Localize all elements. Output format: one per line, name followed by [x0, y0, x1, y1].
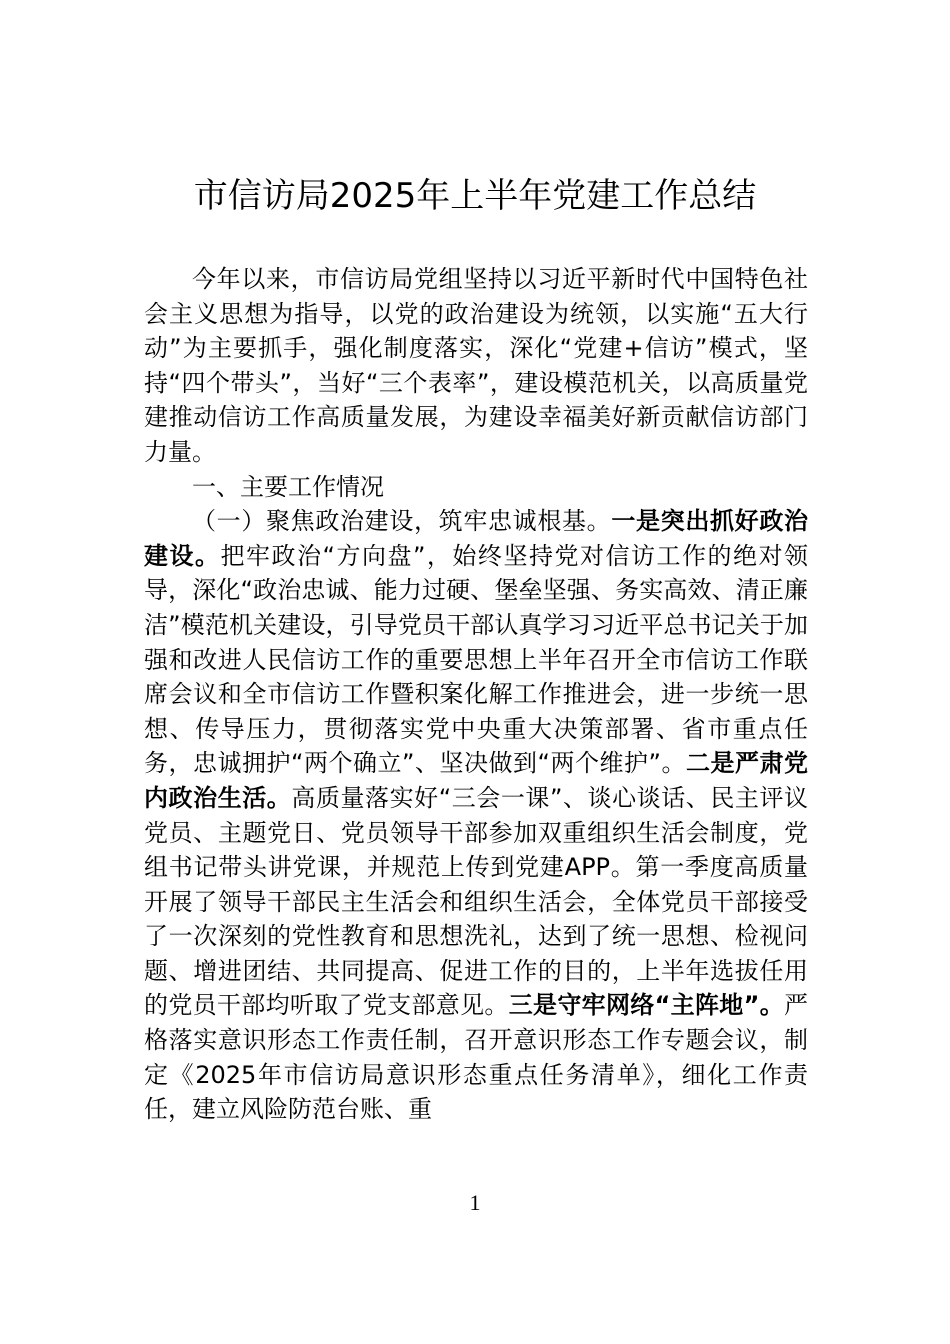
point-3-text: 严格落实意识形态工作责任制，召开意识形态工作专题会议，制定《2025年市信访局意识形态重点任务清单》，细化工作责任，建立风险防范台账、重 — [144, 991, 809, 1124]
document-body — [144, 262, 808, 1127]
intro-paragraph: 今年以来，市信访局党组坚持以习近平新时代中国特色社会主义思想为指导，以党的政治建设为统领，以实施“五大行动”为主要抓手，强化制度落实，深化“党建+信访”模式，坚持“四个带头”，当好“三个表率”，建设模范机关，以高质量党建推动信访工作高质量发展，为建设幸福美好新贡献信访部门力量。 — [144, 265, 808, 466]
subsection-lead: （一）聚焦政治建设，筑牢忠诚根基。 — [192, 507, 612, 536]
point-2-text: 高质量落实好“三会一课”、谈心谈话、民主评议党员、主题党日、党员领导干部参加双重组织生活会制度，党组书记带头讲党课，并规范上传到党建APP。第一季度高质量开展了领导干部民主生活会和组织生活会，全体党员干部接受了一次深刻的党性教育和思想洗礼，达到了统一思想、检视问题、增进团结、共同提高、促进工作的目的，上半年选拔任用的党员干部均听取了党支部意见。 — [144, 783, 809, 1020]
page-number: 1 — [469, 1190, 481, 1215]
point-2-title: 二是严肃党内政治生活。 — [144, 749, 809, 812]
point-3-title: 三是守牢网络“主阵地”。 — [508, 991, 785, 1020]
point-1-title: 一是突出抓好政治建设。 — [144, 507, 809, 570]
section-heading: 一、主要工作情况 — [192, 472, 384, 501]
section-paragraph — [144, 504, 808, 1127]
point-1-text: 把牢政治“方向盘”，始终坚持党对信访工作的绝对领导，深化“政治忠诚、能力过硬、堡垒坚强、务实高效、清正廉洁”模范机关建设，引导党员干部认真学习习近平总书记关于加强和改进人民信访工作的重要思想上半年召开全市信访工作联席会议和全市信访工作暨积案化解工作推进会，进一步统一思想、传导压力，贯彻落实党中央重大决策部署、省市重点任务，忠诚拥护“两个确立”、坚决做到“两个维护”。 — [144, 541, 808, 778]
document-title: 市信访局2025年上半年党建工作总结 — [193, 176, 757, 216]
